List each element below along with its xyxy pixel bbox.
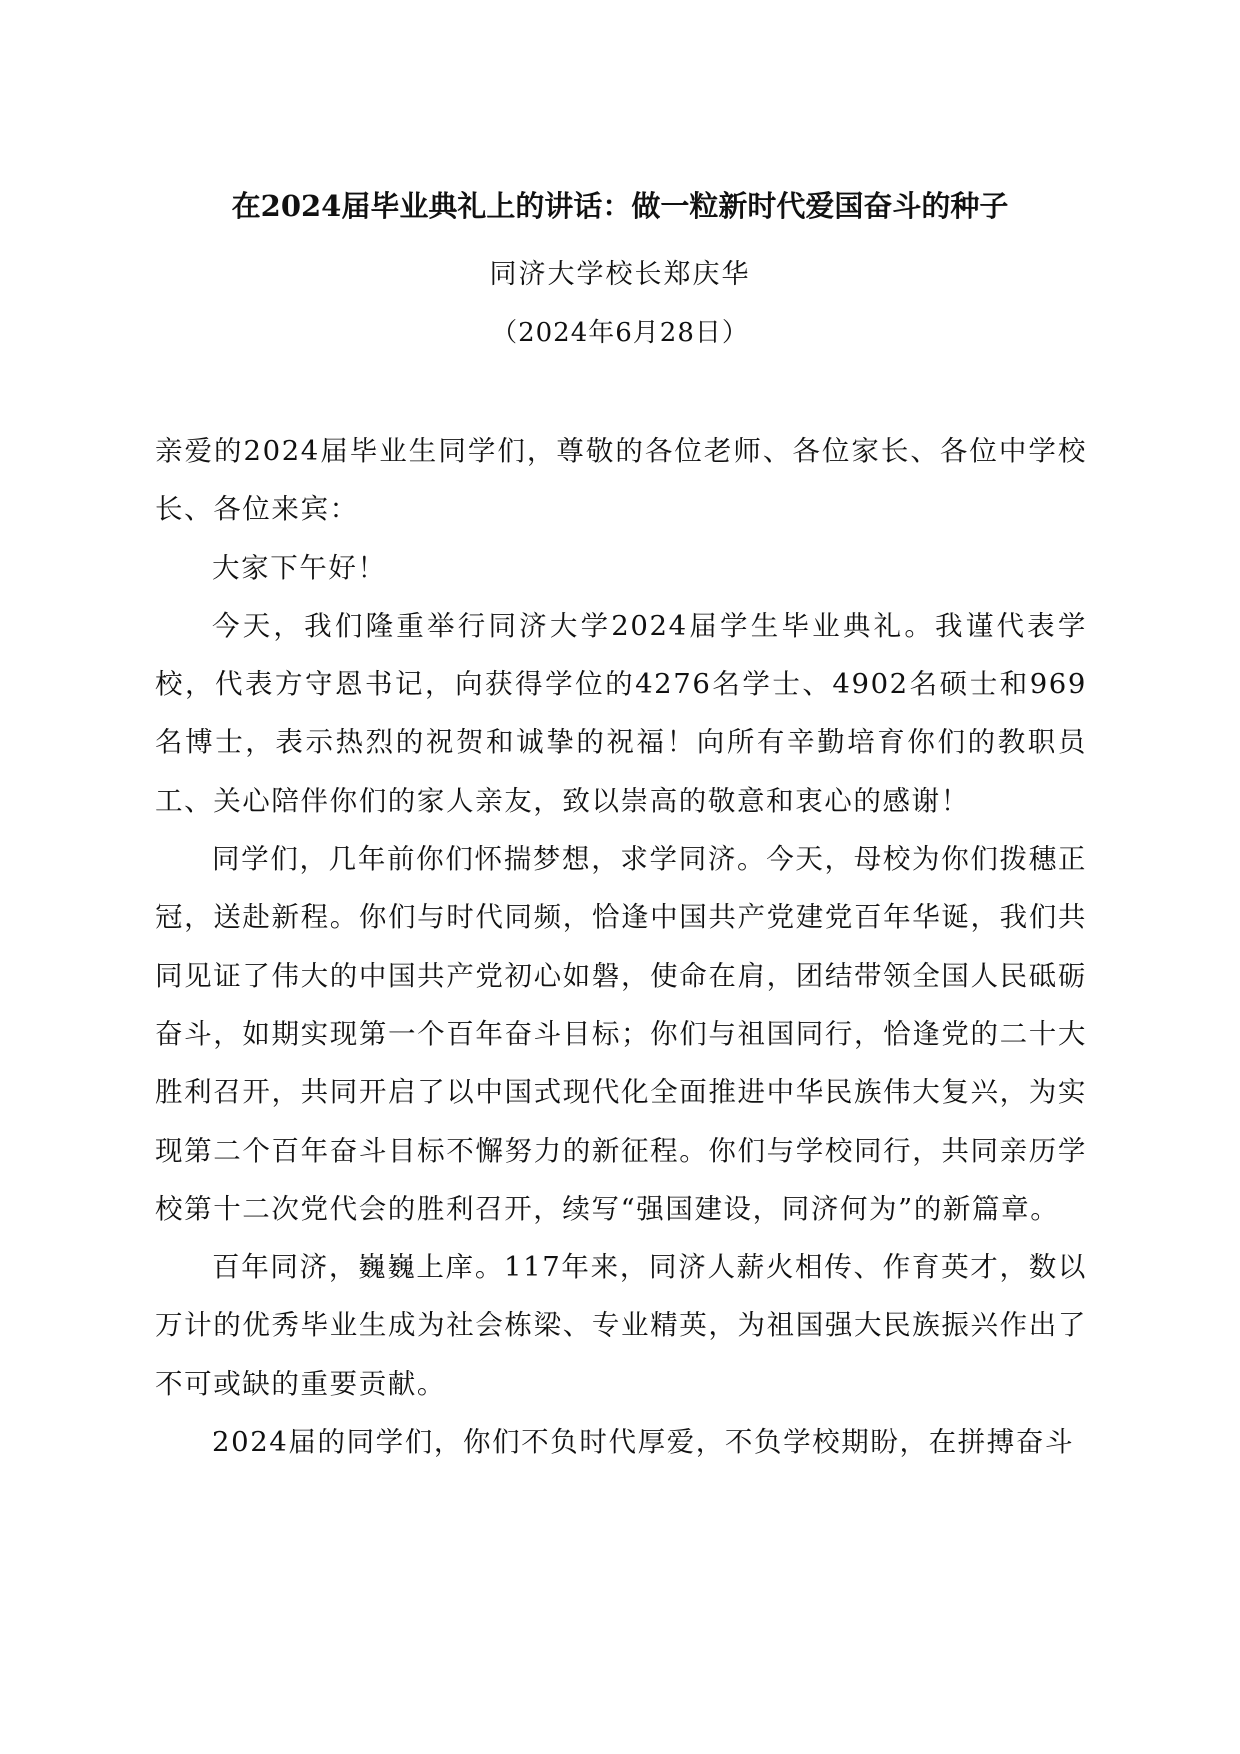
paragraph: 同学们，几年前你们怀揣梦想，求学同济。今天，母校为你们拨穗正冠，送赴新程。你们与时代同频，恰逢中国共产党建党百年华诞，我们共同见证了伟大的中国共产党初心如磐，使命在肩，团结带领全国人民砥砺奋斗，如期实现第一个百年奋斗目标；你们与祖国同行，恰逢党的二十大胜利召开，共同开启了以中国式现代化全面推进中华民族伟大复兴，为实现第二个百年奋斗目标不懈努力的新征程。你们与学校同行，共同亲历学校第十二次党代会的胜利召开，续写“强国建设，同济何为”的新篇章。 [155, 843, 1087, 1225]
speech-body [155, 422, 1087, 1471]
paragraph: 2024届的同学们，你们不负时代厚爱，不负学校期盼，在拼搏奋斗 [212, 1426, 1075, 1459]
greeting: 大家下午好！ [212, 551, 387, 584]
speech-author: 同济大学校长郑庆华 [489, 259, 751, 290]
paragraph: 百年同济，巍巍上庠。117年来，同济人薪火相传、作育英才，数以万计的优秀毕业生成为社会栋梁、专业精英，为祖国强大民族振兴作出了不可或缺的重要贡献。 [155, 1251, 1087, 1400]
speech-title: 在2024届毕业典礼上的讲话：做一粒新时代爱国奋斗的种子 [231, 189, 1009, 223]
paragraph: 今天，我们隆重举行同济大学2024届学生毕业典礼。我谨代表学校，代表方守恩书记，向获得学位的4276名学士、4902名硕士和969名博士，表示热烈的祝贺和诚挚的祝福！向所有辛勤培育你们的教职员工、关心陪伴你们的家人亲友，致以崇高的敬意和衷心的感谢！ [155, 609, 1087, 817]
speech-date: （2024年6月28日） [491, 318, 749, 348]
salutation: 亲爱的2024届毕业生同学们，尊敬的各位老师、各位家长、各位中学校长、各位来宾： [155, 435, 1087, 526]
